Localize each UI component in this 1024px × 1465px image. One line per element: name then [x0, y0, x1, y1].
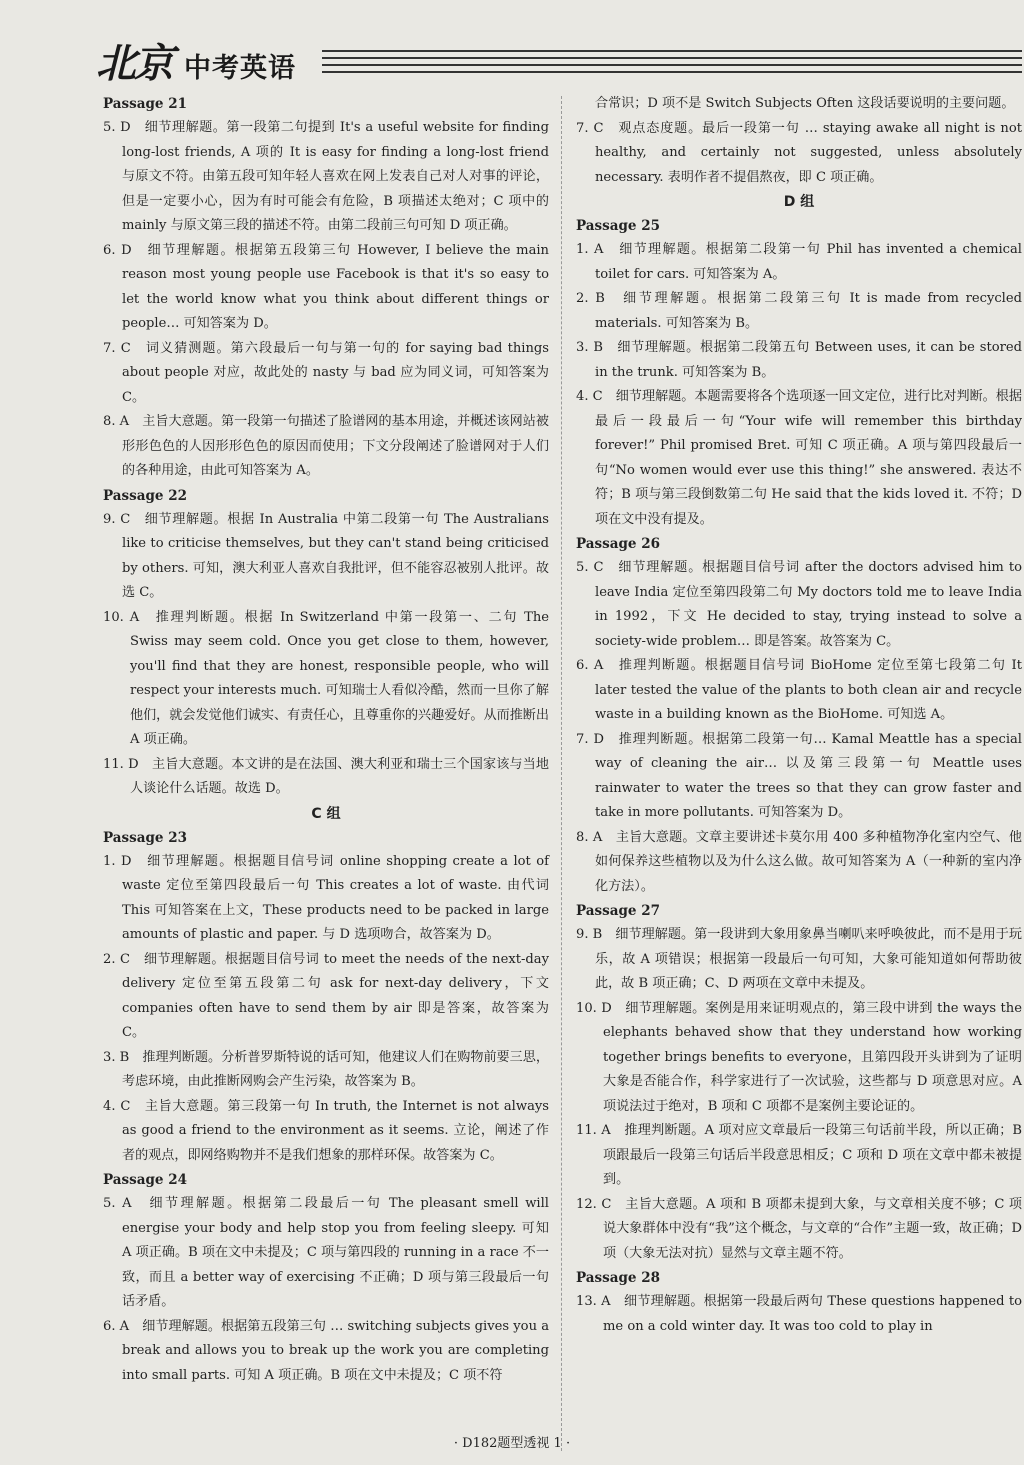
- passage-title: Passage 26: [576, 536, 660, 552]
- answer-continuation: 合常识；D 项不是 Switch Subjects Often 这段话要说明的主要问题。: [595, 96, 1015, 111]
- answer-item: 6. D 细节理解题。根据第五段第三句 However, I believe the main reason most young people use Facebook is that it's so easy to let the world know what you think about different things or people… 可知答案为 D。: [103, 242, 549, 331]
- group-title: C 组: [311, 805, 341, 822]
- answer-item: 4. C 主旨大意题。第三段第一句 In truth, the Internet is not always as good a friend to the environment as it seems. 立论，阐述了作者的观点，即网络购物并不是我们想象的那样环保。故答案为 C。: [103, 1098, 549, 1163]
- left-column: [103, 92, 549, 1388]
- answer-item: 7. C 词义猜测题。第六段最后一句与第一句的 for saying bad things about people 对应，故此处的 nasty 与 bad 应为同义词，可知答案为 C。: [103, 340, 549, 405]
- answer-item: 6. A 推理判断题。根据题目信号词 BioHome 定位至第七段第二句 It later tested the value of the plants to both clean air and recycle waste in a building known as the BioHome. 可知选 A。: [576, 658, 1022, 722]
- header-logo: 北京: [96, 40, 172, 87]
- page-header: [92, 28, 1022, 87]
- passage-title: Passage 22: [103, 487, 187, 504]
- answer-item: 11. A 推理判断题。A 项对应文章最后一段第三句话前半段，所以正确；B 项跟最后一段第三句话后半段意思相反；C 项和 D 项在文章中都未被提到。: [576, 1123, 1022, 1187]
- answer-item: 7. D 推理判断题。根据第二段第一句… Kamal Meattle has a special way of cleaning the air… 以及第三段第一句 Meattle uses rainwater to water the trees so that they can grow faster and take in more pollutants. 可知答案为 D。: [576, 731, 1022, 820]
- answer-item: 9. C 细节理解题。根据 In Australia 中第二段第一句 The Australians like to criticise themselves, but they can't stand being criticised by others. 可知，澳大利亚人喜欢自我批评，但不能容忍被别人批评。故选 C。: [103, 511, 549, 600]
- header-title: 中考英语: [184, 53, 296, 84]
- answer-item: 3. B 推理判断题。分析普罗斯特说的话可知，他建议人们在购物前要三思，考虑环境，由此推断网购会产生污染，故答案为 B。: [103, 1049, 549, 1089]
- group-title: D 组: [783, 194, 815, 210]
- answer-item: 1. D 细节理解题。根据题目信号词 online shopping create a lot of waste 定位至第四段最后一句 This creates a lot of waste. 由代词 This 可知答案在上文，These products need to be packed in large amounts of plastic and paper. 与 D 选项吻合，故答案为 D。: [103, 853, 549, 942]
- passage-title: Passage 28: [576, 1270, 660, 1286]
- answer-item: 9. B 细节理解题。第一段讲到大象用象鼻当喇叭来呼唤彼此，而不是用于玩乐，故 A 项错误；根据第一段最后一句可知，大象可能知道如何帮助彼此，故 B 项正确；C、D 两项在文章中未提及。: [576, 927, 1022, 991]
- answer-item: 2. C 细节理解题。根据题目信号词 to meet the needs of the next-day delivery 定位至第五段第二句 ask for next-day delivery，下文 companies often have to send them by air 即是答案，故答案为 C。: [103, 951, 549, 1040]
- answer-item: 2. B 细节理解题。根据第二段第三句 It is made from recycled materials. 可知答案为 B。: [576, 291, 1022, 331]
- answer-item: 12. C 主旨大意题。A 项和 B 项都未提到大象，与文章相关度不够；C 项说大象群体中没有“我”这个概念，与文章的“合作”主题一致，故正确；D 项（大象无法对抗）显然与文章主题不符。: [576, 1196, 1022, 1261]
- column-divider: [561, 96, 562, 1451]
- answer-item: 4. C 细节理解题。本题需要将各个选项逐一回文定位，进行比对判断。根据最后一段最后一句“Your wife will remember this birthday forever!” Phil promised Bret. 可知 C 项正确。A 项与第四段最后一句“No women would ever use this thing!” she answered. 表达不符；B 项与第三段倒数第二句 He said that the kids loved it. 不符；D 项在文中没有提及。: [576, 389, 1022, 527]
- passage-title: Passage 21: [103, 96, 187, 112]
- answer-item: 5. A 细节理解题。根据第二段最后一句 The pleasant smell will energise your body and help stop you from feeling sleepy. 可知 A 项正确。B 项在文中未提及；C 项与第四段的 running in a race 不一致，而且 a better way of exercising 不正确；D 项与第三段最后一句话矛盾。: [103, 1196, 549, 1309]
- passage-title: Passage 24: [103, 1172, 187, 1188]
- answer-item: 8. A 主旨大意题。第一段第一句描述了脸谱网的基本用途，并概述该网站被形形色色的人因形形色色的原因而使用；下文分段阐述了脸谱网对于人们的各种用途，由此可知答案为 A。: [103, 414, 549, 478]
- right-column: [576, 92, 1022, 1339]
- answer-item: 5. D 细节理解题。第一段第二句提到 It's a useful website for finding long-lost friends, A 项的 It is easy for finding a long-lost friend 与原文不符。由第五段可知年轻人喜欢在网上发表自己对人对事的评论，但是一定要小心，因为有时可能会有危险，B 项描述太绝对；C 项中的 mainly 与原文第三段的描述不符。由第二段前三句可知 D 项正确。: [103, 120, 549, 233]
- answer-item: 6. A 细节理解题。根据第五段第三句 … switching subjects gives you a break and allows you to break up the work you are completing into small parts. 可知 A 项正确。B 项在文中未提及；C 项不符: [103, 1318, 549, 1383]
- page-footer: · D182题型透视 1 ·: [453, 1436, 571, 1451]
- passage-title: Passage 27: [576, 903, 660, 919]
- header-rules: [322, 50, 1022, 78]
- answer-item: 8. A 主旨大意题。文章主要讲述卡莫尔用 400 多种植物净化室内空气、他如何保养这些植物以及为什么这么做。故可知答案为 A（一种新的室内净化方法）。: [576, 829, 1022, 894]
- answer-item: 11. D 主旨大意题。本文讲的是在法国、澳大利亚和瑞士三个国家该与当地人谈论什么话题。故选 D。: [103, 756, 549, 796]
- answer-item: 7. C 观点态度题。最后一段第一句 … staying awake all night is not healthy, and certainly not suggested, unless absolutely necessary. 表明作者不提倡熬夜，即 C 项正确。: [576, 120, 1022, 185]
- answer-item: 1. A 细节理解题。根据第二段第一句 Phil has invented a chemical toilet for cars. 可知答案为 A。: [576, 242, 1022, 282]
- answer-item: 13. A 细节理解题。根据第一段最后两句 These questions happened to me on a cold winter day. It was too cold to play in: [576, 1294, 1022, 1334]
- answer-item: 10. D 细节理解题。案例是用来证明观点的，第三段中讲到 the ways the elephants behaved show that they understand how working together brings benefits to everyone，且第四段开头讲到为了证明大象是否能合作，科学家进行了一次试验，这些都与 D 项意思对应。A 项说法过于绝对，B 项和 C 项都不是案例主要论证的。: [576, 1000, 1022, 1114]
- answer-item: 5. C 细节理解题。根据题目信号词 after the doctors advised him to leave India 定位至第四段第二句 My doctors told me to leave India in 1992，下文 He decided to stay, trying instead to solve a society-wide problem… 即是答案。故答案为 C。: [576, 560, 1022, 649]
- answer-item: 3. B 细节理解题。根据第二段第五句 Between uses, it can be stored in the trunk. 可知答案为 B。: [576, 340, 1022, 380]
- passage-title: Passage 23: [103, 829, 187, 846]
- answer-item: 10. A 推理判断题。根据 In Switzerland 中第一段第一、二句 The Swiss may seem cold. Once you get close to them, however, you'll find that they are honest, responsible people, who will respect your interests much. 可知瑞士人看似冷酷，然而一旦你了解他们，就会发觉他们诚实、有责任心，且尊重你的兴趣爱好。从而推断出 A 项正确。: [103, 609, 549, 747]
- passage-title: Passage 25: [576, 218, 660, 234]
